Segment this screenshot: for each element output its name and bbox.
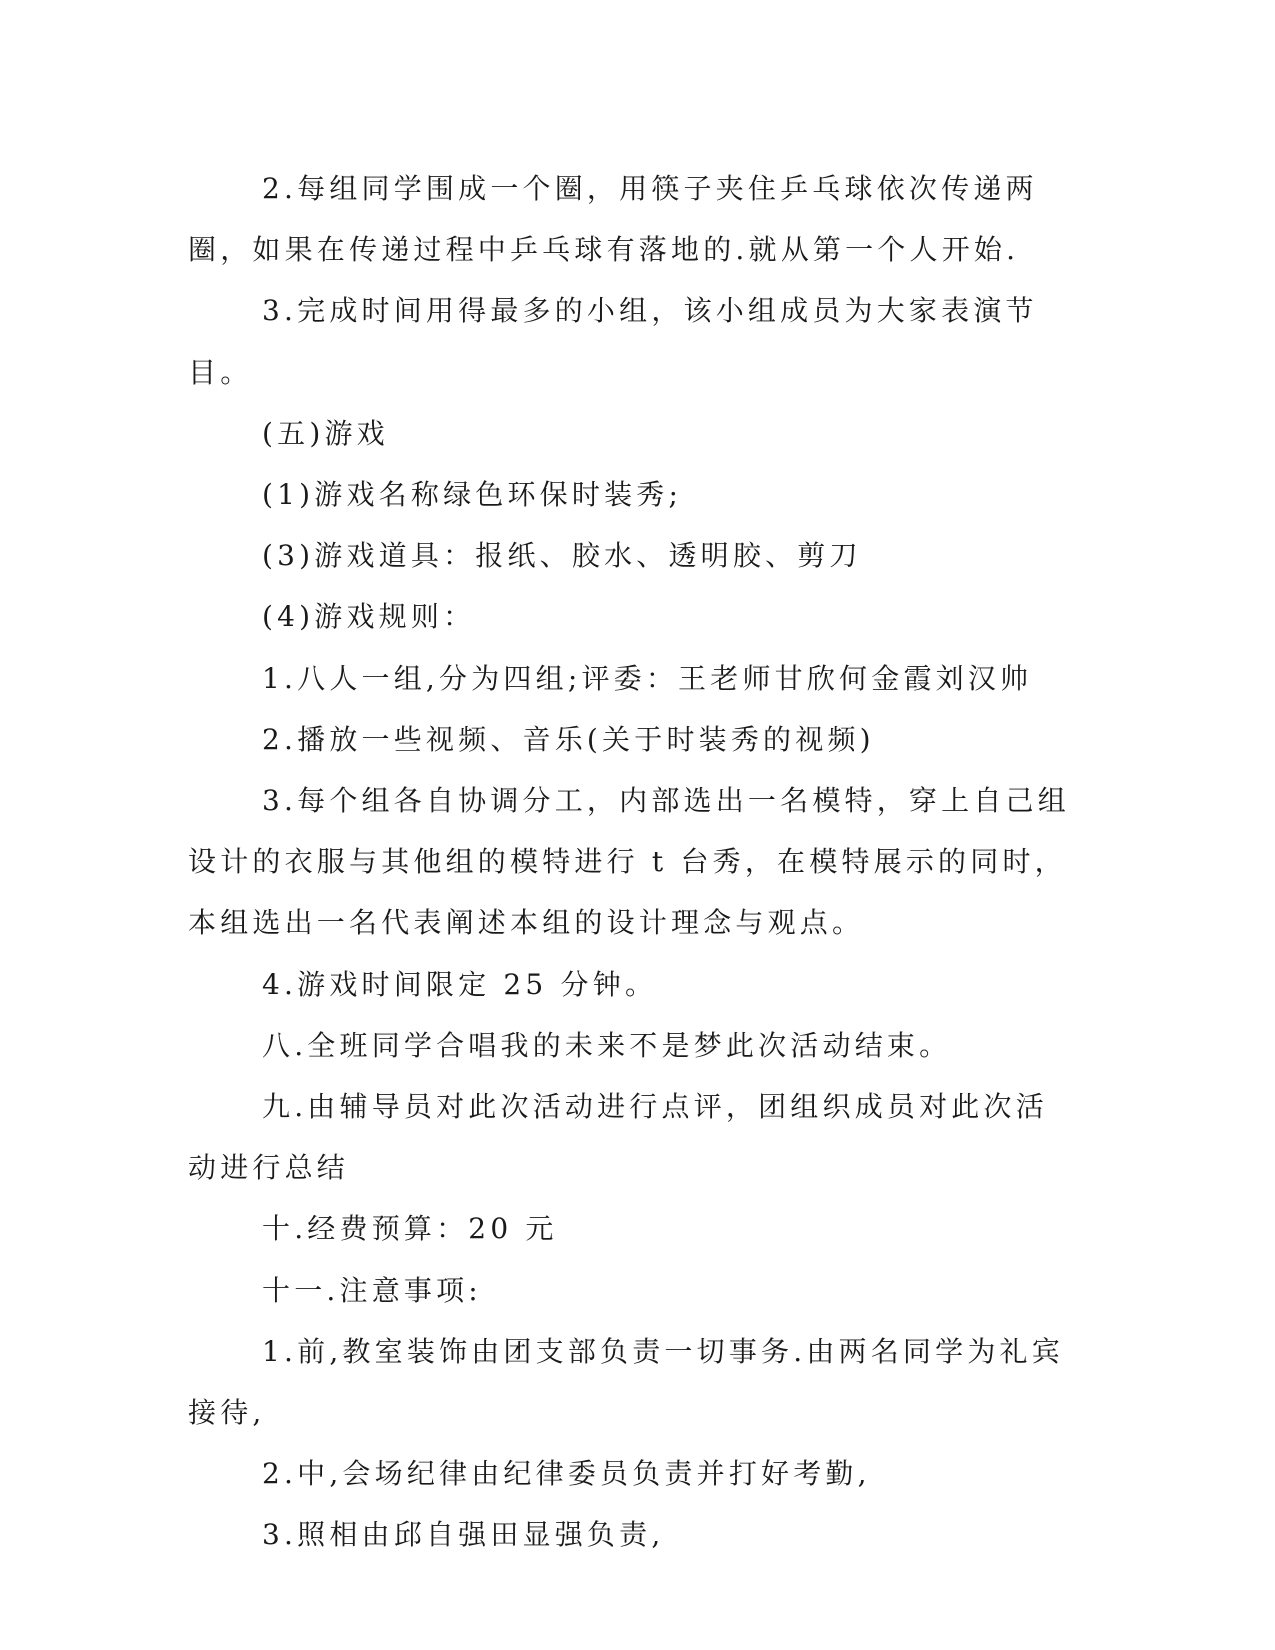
paragraph-item-eleven-notes: 十一.注意事项: xyxy=(262,1273,482,1307)
paragraph-rule-groups: 1.八人一组,分为四组;评委：王老师甘欣何金霞刘汉帅 xyxy=(262,661,1033,695)
paragraph-slowest-group: 3.完成时间用得最多的小组，该小组成员为大家表演节目。 xyxy=(188,294,1038,389)
paragraph-item-ten-budget: 十.经费预算：20 元 xyxy=(262,1212,558,1246)
paragraph-item-eight: 八.全班同学合唱我的未来不是梦此次活动结束。 xyxy=(262,1028,952,1062)
paragraph-rule-video: 2.播放一些视频、音乐(关于时装秀的视频) xyxy=(262,722,875,756)
paragraph-note-during: 2.中,会场纪律由纪律委员负责并打好考勤, xyxy=(262,1457,871,1491)
paragraph-game-rules-heading: (4)游戏规则： xyxy=(262,600,476,634)
paragraph-rule-time: 4.游戏时间限定 25 分钟。 xyxy=(262,967,658,1001)
paragraph-item-nine: 九.由辅导员对此次活动进行点评，团组织成员对此次活动进行总结 xyxy=(188,1090,1048,1185)
paragraph-note-photos: 3.照相由邱自强田显强负责, xyxy=(262,1518,665,1552)
paragraph-chopsticks-rule: 2.每组同学围成一个圈，用筷子夹住乒乓球依次传递两圈，如果在传递过程中乒乓球有落地的.就从第一个人开始. xyxy=(188,172,1038,267)
document-body xyxy=(188,158,1070,1566)
paragraph-game-name: (1)游戏名称绿色环保时装秀; xyxy=(262,478,683,512)
paragraph-game-props: (3)游戏道具：报纸、胶水、透明胶、剪刀 xyxy=(262,539,862,573)
section-heading-game: (五)游戏 xyxy=(262,416,389,450)
paragraph-rule-model: 3.每个组各自协调分工，内部选出一名模特，穿上自己组设计的衣服与其他组的模特进行 t 台秀，在模特展示的同时，本组选出一名代表阐述本组的设计理念与观点。 xyxy=(188,784,1070,940)
paragraph-note-before: 1.前,教室装饰由团支部负责一切事务.由两名同学为礼宾接待, xyxy=(188,1334,1064,1430)
